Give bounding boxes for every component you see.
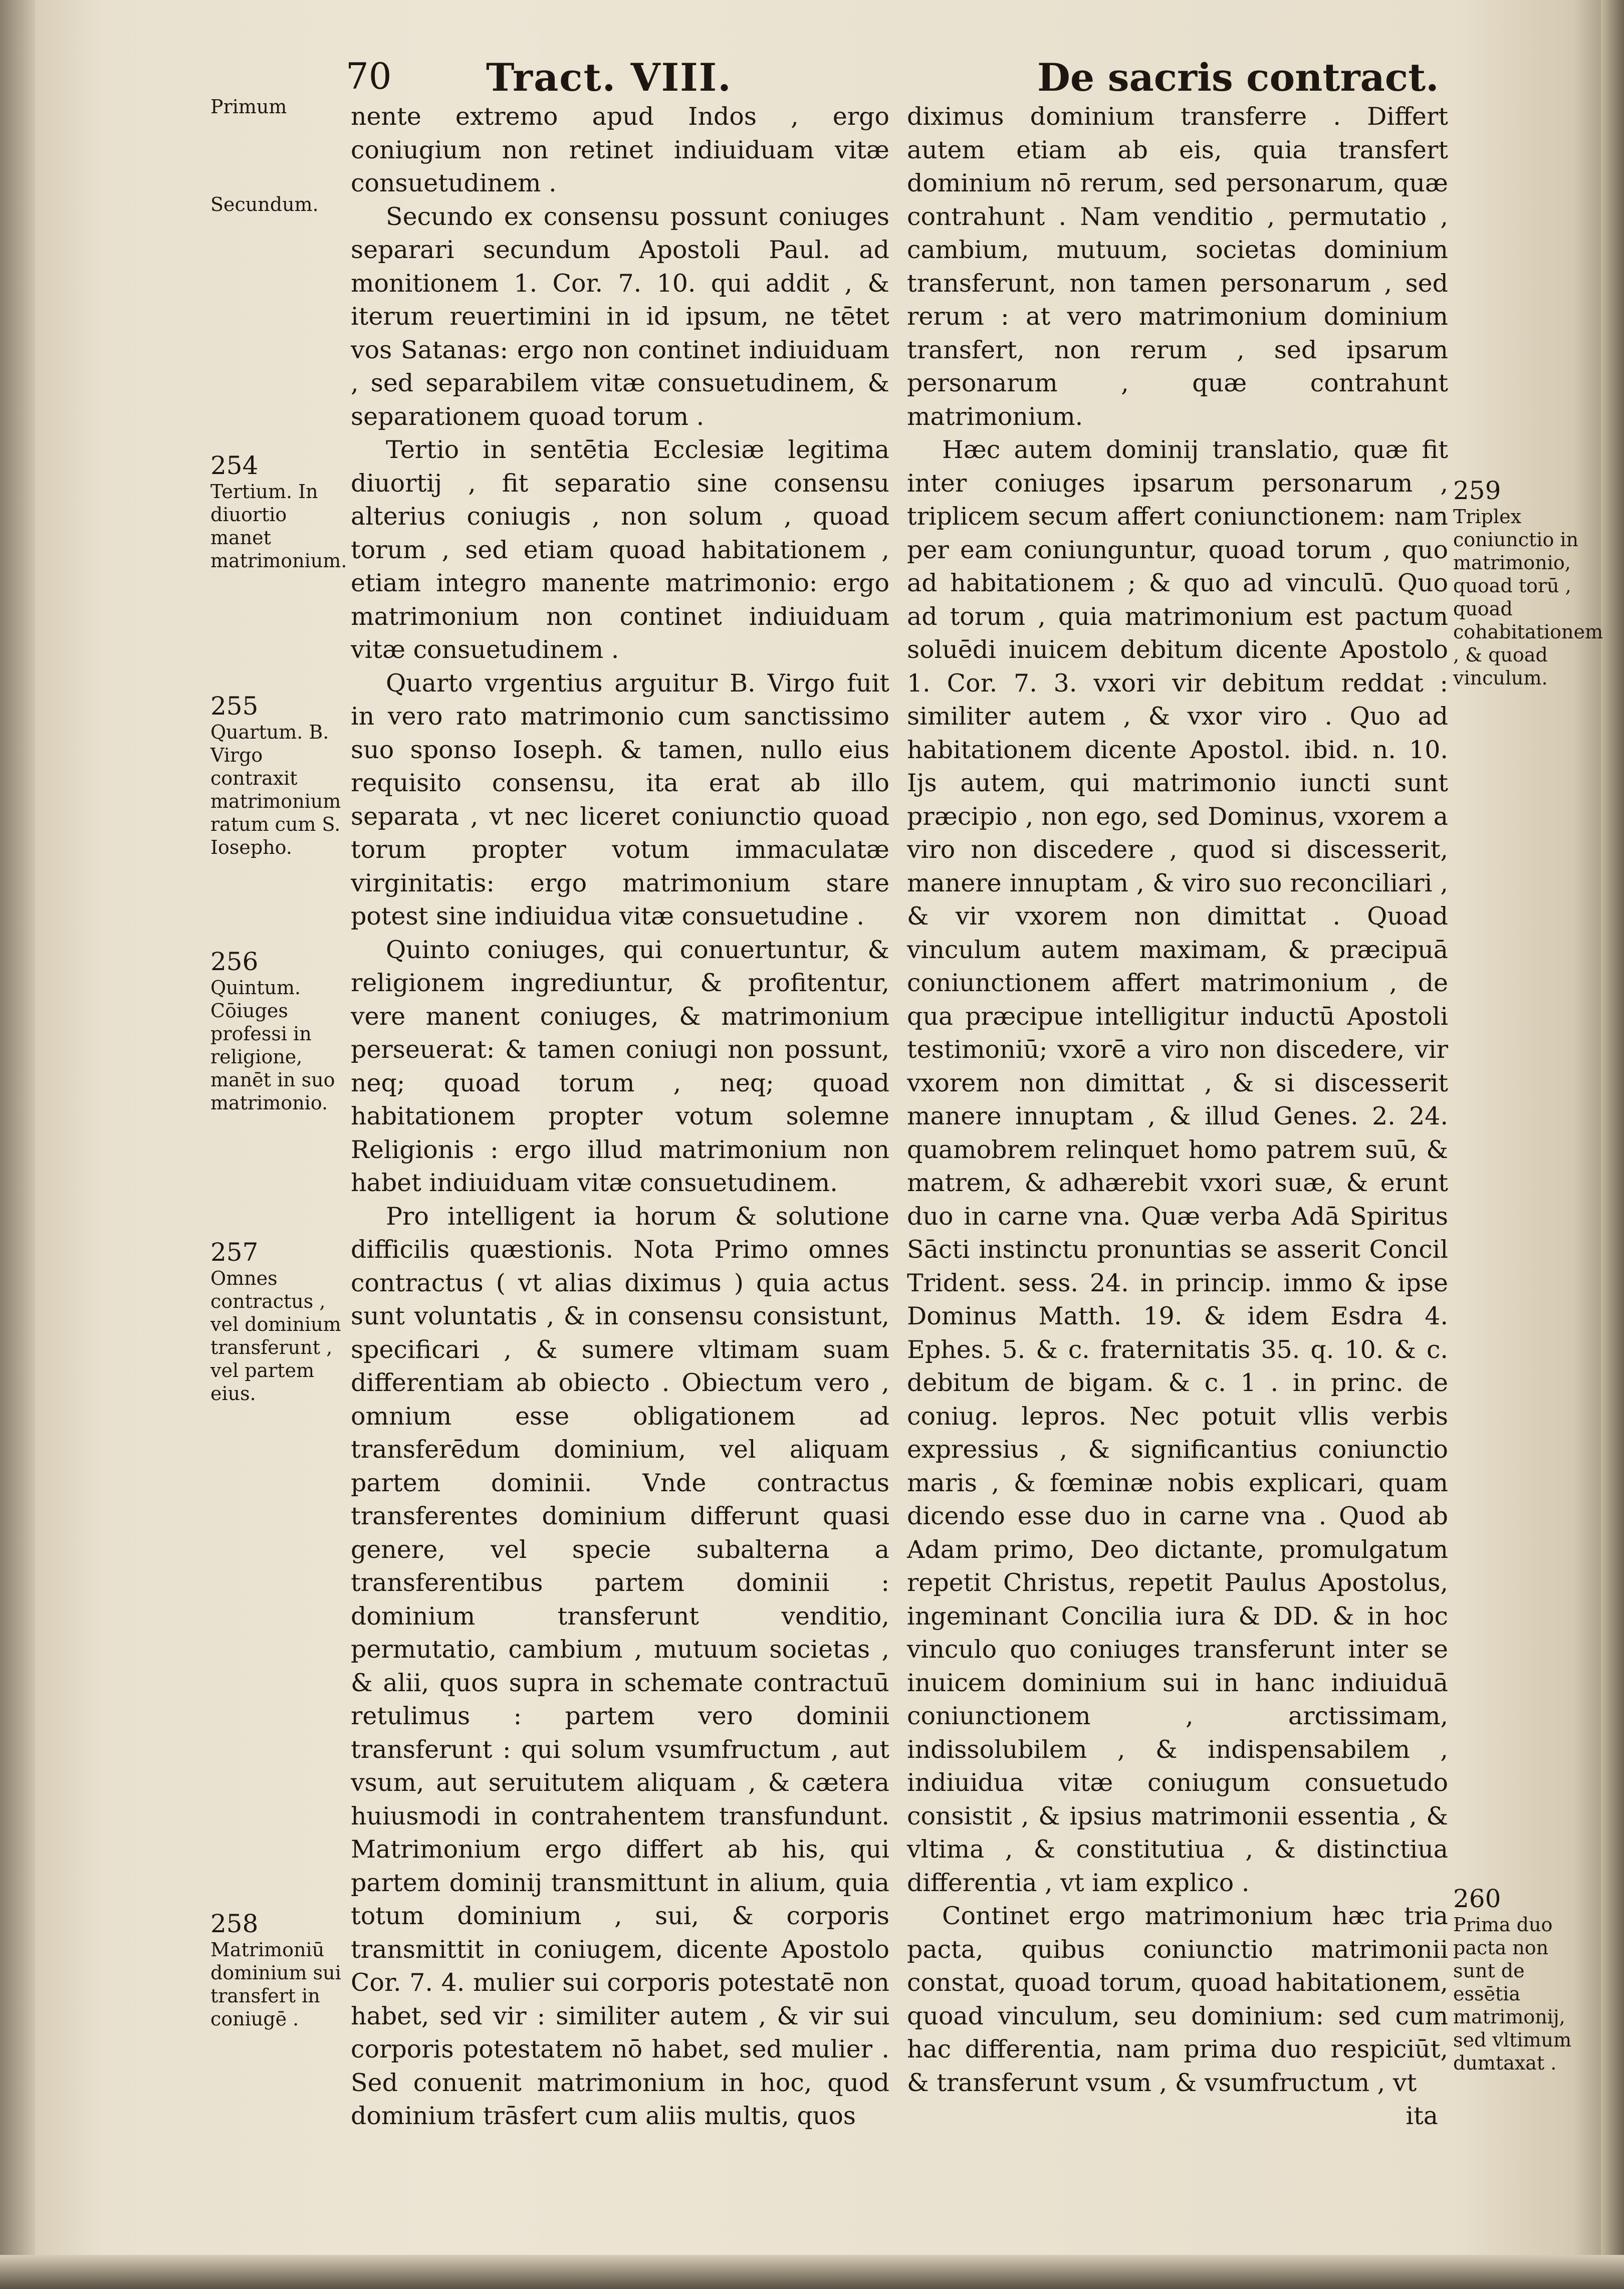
- paragraph: ita: [1406, 2102, 1438, 2130]
- paragraph: Quinto coniuges, qui conuertuntur, & religionem ingrediuntur, & profitentur, vere manent coniuges, & matrimonium perseuerat: & tamen coniugi non possunt, neq; quoad torum , neq; quoad habitationem propter votum solemne Religionis : ergo illud matrimonium non habet indiuiduam vitæ consuetudinem.: [351, 935, 889, 1197]
- paragraph: Secundo ex consensu possunt coniuges separari secundum Apostoli Paul. ad monitionem 1. Cor. 7. 10. qui addit , & iterum reuertimini in id ipsum, ne tētet vos Satanas: ergo non continet indiuiduam , sed separabilem vitæ consuetudinem, & separationem quoad torum .: [351, 202, 889, 431]
- margin-note-text: Quintum. Cōiuges professi in religione, manēt in suo matrimonio.: [210, 977, 335, 1114]
- margin-note: [210, 1909, 348, 2030]
- margin-note: [1453, 476, 1603, 690]
- left-text-column: [351, 100, 889, 2133]
- margin-note-number: 255: [210, 692, 259, 721]
- paragraph: Quarto vrgentius arguitur B. Virgo fuit in vero rato matrimonio cum sanctissimo suo sponso Ioseph. & tamen, nullo eius requisito consensu, ita erat ab illo separata , vt nec liceret coniunctio quoad torum propter votum immaculatæ virginitatis: ergo matrimonium stare potest sine indiuidua vitæ consuetudine .: [351, 668, 889, 931]
- running-header: [346, 55, 1448, 103]
- tract-title: Tract. VIII.: [486, 55, 732, 100]
- margin-note-text: Tertium. In diuortio manet matrimonium.: [210, 481, 347, 572]
- page-edge-bottom: [0, 2255, 1624, 2289]
- margin-note-text: Quartum. B. Virgo contraxit matrimonium ratum cum S. Iosepho.: [210, 721, 341, 858]
- paragraph: Hæc autem dominij translatio, quæ fit inter coniuges ipsarum personarum , triplicem secum affert coniunctionem: nam per eam coniunguntur, quoad torum , quo ad habitationem ; & quo ad vinculū. Quo ad torum , quia matrimonium est pactum soluēdi inuicem debitum dicente Apostolo 1. Cor. 7. 3. vxori vir debitum reddat : similiter autem , & vxor viro . Quo ad habitationem dicente Apostol. ibid. n. 10. Ijs autem, qui matrimonio iuncti sunt præcipio , non ego, sed Dominus, vxorem a viro non discedere , quod si discesserit, manere innuptam , & viro suo reconciliari , & vir vxorem non dimittat . Quoad vinculum autem maximam, & præcipuā coniunctionem affert matrimonium , de qua præcipue intelligitur inductū Apostoli testimoniū; vxorē a viro non discedere, vir vxorem non dimittat , & si discesserit manere innuptam , & illud Genes. 2. 24. quamobrem relinquet homo patrem suū, & matrem, & adhærebit vxori suæ, & erunt duo in carne vna. Quæ verba Adā Spiritus Sācti instinctu pronuntias se asserit Concil Trident. sess. 24. in princip. immo & ipse Dominus Matth. 19. & idem Esdra 4. Ephes. 5. & c. fraternitatis 35. q. 10. & c. debitum de bigam. & c. 1 . in princ. de coniug. lepros. Nec potuit vllis verbis expressius , & significantius coniunctio maris , & fœminæ nobis explicari, quam dicendo esse duo in carne vna . Quod ab Adam primo, Deo dictante, promulgatum repetit Christus, repetit Paulus Apostolus, ingeminant Concilia iura & DD. & in hoc vinculo quo coniuges transferunt inter se inuicem dominium sui in hanc indiuiduā coniunctionem , arctissimam, indissolubilem , & indispensabilem , indiuidua vitæ coniugum consuetudo consistit , & ipsius matrimonii essentia , & vltima , & constitutiua , & distinctiua differentia , vt iam explico .: [907, 435, 1448, 1897]
- margin-note-text: Omnes contractus , vel dominium transferunt , vel partem eius.: [210, 1267, 341, 1405]
- margin-note-text: Secundum.: [210, 193, 319, 215]
- margin-note: [210, 692, 348, 859]
- paragraph: Continet ergo matrimonium hæc tria pacta, quibus coniunctio matrimonii constat, quoad torum, quoad habitationem, quoad vinculum, seu dominium: sed cum hac differentia, nam prima duo respiciūt, & transferunt vsum , & vsumfructum , vt: [907, 1902, 1448, 2097]
- paragraph: nente extremo apud Indos , ergo coniugium non retinet indiuiduam vitæ consuetudinem .: [351, 102, 889, 197]
- margin-note-number: 258: [210, 1909, 259, 1938]
- margin-note-number: 256: [210, 947, 259, 976]
- margin-note: [210, 193, 348, 216]
- margin-note-text: Primum: [210, 96, 287, 118]
- margin-note-number: 259: [1453, 476, 1501, 505]
- margin-note: [210, 451, 348, 572]
- margin-note: [210, 1238, 348, 1405]
- right-text-column: [907, 100, 1448, 2133]
- subject-title: De sacris contract.: [1037, 55, 1439, 100]
- page-gutter-left: [0, 0, 35, 2289]
- paragraph: Pro intelligent ia horum & solutione difficilis quæstionis. Nota Primo omnes contractus ( vt alias diximus ) quia actus sunt voluntatis , & in consensu consistunt, specificari , & sumere vltimam suam differentiam ab obiecto . Obiectum vero , omnium esse obligationem ad transferēdum dominium, vel aliquam partem dominii. Vnde contractus transferentes dominium differunt quasi genere, vel specie subalterna a transferentibus partem dominii : dominium transferunt venditio, permutatio, cambium , mutuum societas , & alii, quos supra in schemate contractuū retulimus : partem vero dominii transferunt : qui solum vsumfructum , aut vsum, aut seruitutem aliquam , & cætera huiusmodi in contrahentem transfundunt. Matrimonium ergo differt ab his, qui partem dominij transmittunt in alium, quia totum dominium , sui, & corporis transmittit in coniugem, dicente Apostolo Cor. 7. 4. mulier sui corporis potestatē non habet, sed vir : similiter autem , & vir sui corporis potestatem nō habet, sed mulier . Sed conuenit matrimonium in hoc, quod dominium trāsfert cum aliis multis, quos: [351, 1202, 889, 2130]
- margin-note-number: 257: [210, 1238, 259, 1267]
- margin-note-number: 254: [210, 451, 259, 480]
- margin-note-text: Prima duo pacta non sunt de essētia matrimonij, sed vltimum dumtaxat .: [1453, 1914, 1571, 2074]
- margin-note-number: 260: [1453, 1884, 1501, 1913]
- margin-note-text: Matrimoniū dominium sui transfert in coniugē .: [210, 1939, 341, 2030]
- margin-note: [210, 95, 348, 118]
- margin-note: [210, 947, 348, 1114]
- page-number: 70: [346, 55, 392, 97]
- page-edge-right: [1601, 0, 1624, 2289]
- paragraph: Tertio in sentētia Ecclesiæ legitima diuortij , fit separatio sine consensu alterius coniugis , non solum , quoad torum , sed etiam quoad habitationem , etiam integro manente matrimonio: ergo matrimonium non continet indiuiduam vitæ consuetudinem .: [351, 435, 889, 664]
- margin-note: [1453, 1884, 1583, 2075]
- paragraph: diximus dominium transferre . Differt autem etiam ab eis, quia transfert dominium nō rerum, sed personarum, quæ contrahunt . Nam venditio , permutatio , cambium, mutuum, societas dominium transferunt, non tamen personarum , sed rerum : at vero matrimonium dominium transfert, non rerum , sed ipsarum personarum , quæ contrahunt matrimonium.: [907, 102, 1448, 431]
- margin-note-text: Triplex coniunctio in matrimonio, quoad torū , quoad cohabitationem , & quoad vinculum.: [1453, 506, 1603, 689]
